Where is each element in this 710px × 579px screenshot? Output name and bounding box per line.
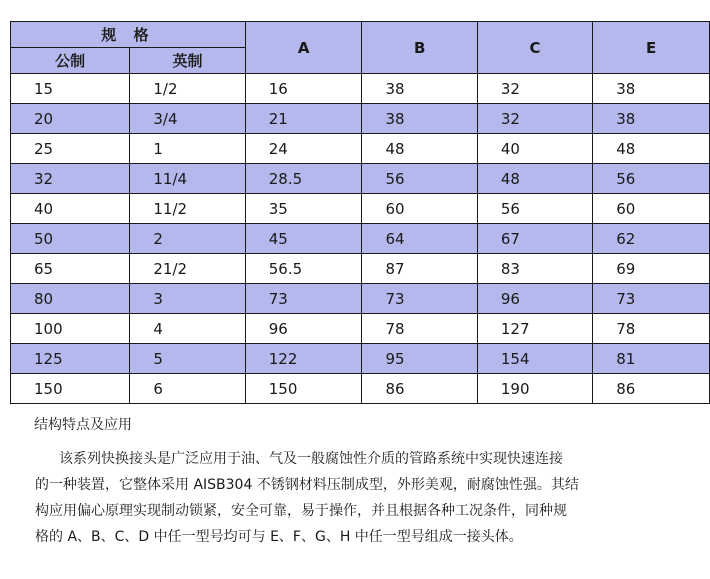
cell-a: 28.5 (245, 164, 362, 194)
cell-b: 60 (362, 194, 477, 224)
cell-metric: 40 (11, 194, 130, 224)
cell-imperial: 1 (130, 134, 245, 164)
cell-a: 150 (245, 374, 362, 404)
cell-metric: 50 (11, 224, 130, 254)
cell-a: 24 (245, 134, 362, 164)
col-header-imperial: 英制 (130, 48, 245, 74)
cell-b: 78 (362, 314, 477, 344)
cell-e: 69 (593, 254, 710, 284)
cell-imperial: 21/2 (130, 254, 245, 284)
cell-a: 73 (245, 284, 362, 314)
cell-imperial: 6 (130, 374, 245, 404)
table-row (11, 254, 710, 284)
table-row (11, 284, 710, 314)
cell-imperial: 4 (130, 314, 245, 344)
cell-a: 96 (245, 314, 362, 344)
cell-c: 154 (477, 344, 592, 374)
cell-imperial: 5 (130, 344, 245, 374)
table-row (11, 344, 710, 374)
table-row (11, 224, 710, 254)
cell-b: 38 (362, 74, 477, 104)
cell-c: 96 (477, 284, 592, 314)
cell-metric: 150 (11, 374, 130, 404)
cell-e: 38 (593, 104, 710, 134)
cell-metric: 25 (11, 134, 130, 164)
cell-imperial: 1/2 (130, 74, 245, 104)
cell-c: 67 (477, 224, 592, 254)
cell-imperial: 2 (130, 224, 245, 254)
cell-metric: 80 (11, 284, 130, 314)
paragraph-line: 构应用偏心原理实现制动锁紧，安全可靠，易于操作，并且根据各种工况条件，同种规 (35, 503, 567, 519)
cell-c: 48 (477, 164, 592, 194)
table-row (11, 134, 710, 164)
cell-a: 45 (245, 224, 362, 254)
cell-imperial: 11/4 (130, 164, 245, 194)
cell-a: 35 (245, 194, 362, 224)
spec-group-header: 规 格 (11, 22, 246, 48)
cell-c: 83 (477, 254, 592, 284)
cell-imperial: 3/4 (130, 104, 245, 134)
table-row (11, 374, 710, 404)
col-header-metric: 公制 (11, 48, 130, 74)
col-header-a: A (245, 22, 362, 74)
table-row (11, 314, 710, 344)
paragraph-line: 的一种装置，它整体采用 AISB304 不锈钢材料压制成型，外形美观，耐腐蚀性强。其结 (35, 477, 579, 493)
cell-b: 87 (362, 254, 477, 284)
paragraph-line: 格的 A、B、C、D 中任一型号均可与 E、F、G、H 中任一型号组成一接头体。 (35, 529, 523, 545)
cell-e: 48 (593, 134, 710, 164)
cell-a: 56.5 (245, 254, 362, 284)
cell-b: 95 (362, 344, 477, 374)
cell-e: 78 (593, 314, 710, 344)
col-header-b: B (362, 22, 477, 74)
cell-e: 62 (593, 224, 710, 254)
table-row (11, 74, 710, 104)
cell-a: 21 (245, 104, 362, 134)
cell-b: 73 (362, 284, 477, 314)
cell-b: 64 (362, 224, 477, 254)
cell-b: 86 (362, 374, 477, 404)
cell-c: 32 (477, 74, 592, 104)
cell-e: 81 (593, 344, 710, 374)
cell-e: 86 (593, 374, 710, 404)
cell-c: 190 (477, 374, 592, 404)
cell-metric: 125 (11, 344, 130, 374)
cell-imperial: 11/2 (130, 194, 245, 224)
cell-b: 48 (362, 134, 477, 164)
cell-a: 122 (245, 344, 362, 374)
cell-imperial: 3 (130, 284, 245, 314)
cell-c: 40 (477, 134, 592, 164)
paragraph-line: 该系列快换接头是广泛应用于油、气及一般腐蚀性介质的管路系统中实现快速连接 (59, 451, 563, 467)
table-row (11, 104, 710, 134)
col-header-c: C (477, 22, 592, 74)
cell-metric: 15 (11, 74, 130, 104)
table-row (11, 164, 710, 194)
cell-c: 127 (477, 314, 592, 344)
cell-metric: 20 (11, 104, 130, 134)
cell-c: 56 (477, 194, 592, 224)
spec-table-body (11, 74, 710, 404)
spec-table (10, 21, 710, 404)
col-header-e: E (593, 22, 710, 74)
cell-metric: 65 (11, 254, 130, 284)
cell-c: 32 (477, 104, 592, 134)
cell-e: 73 (593, 284, 710, 314)
cell-e: 60 (593, 194, 710, 224)
cell-b: 38 (362, 104, 477, 134)
section-heading: 结构特点及应用 (34, 417, 132, 433)
cell-a: 16 (245, 74, 362, 104)
cell-b: 56 (362, 164, 477, 194)
cell-e: 38 (593, 74, 710, 104)
cell-metric: 32 (11, 164, 130, 194)
cell-metric: 100 (11, 314, 130, 344)
cell-e: 56 (593, 164, 710, 194)
table-row (11, 194, 710, 224)
